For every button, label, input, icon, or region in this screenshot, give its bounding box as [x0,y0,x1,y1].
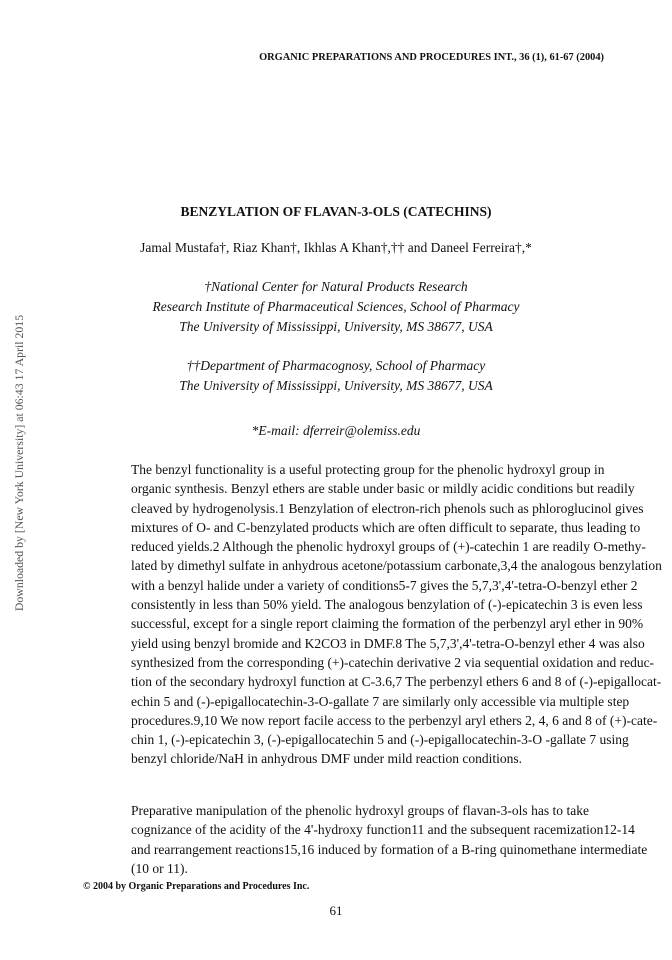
paragraph-1-line: organic synthesis. Benzyl ethers are stable under basic or mildly acidic conditions but readily [131,481,635,497]
paragraph-1-line: chin 1, (-)-epicatechin 3, (-)-epigallocatechin 5 and (-)-epigallocatechin-3-O -gallate 7 using [131,732,629,748]
paragraph-2-line: (10 or 11). [131,860,188,876]
paragraph-1-line: The benzyl functionality is a useful protecting group for the phenolic hydroxyl group in [131,462,605,477]
paragraph-1-line: echin 5 and (-)-epigallocatechin-3-O-gallate 7 are similarly only accessible via multiple step [131,693,630,709]
download-notice: Downloaded by [New York University] at 06:43 17 April 2015 [12,314,26,612]
paragraph-1-line: reduced yields.2 Although the phenolic hydroxyl groups of (+)-catechin 1 are readily O-methy- [131,539,646,555]
paragraph-1-line: lated by dimethyl sulfate in anhydrous acetone/potassium carbonate,3,4 the analogous benzylation [131,558,662,574]
paragraph-2-line: and rearrangement reactions15,16 induced by formation of a B-ring quinomethane intermediate [131,841,648,857]
paragraph-1-line: cleaved by hydrogenolysis.1 Benzylation of electron-rich phenols such as phloroglucinol gives [131,500,644,516]
copyright-footnote: © 2004 by Organic Preparations and Procedures Inc. [83,881,310,892]
affiliation-1 [0,277,672,337]
author-list: Jamal Mustafa†, Riaz Khan†, Ikhlas A Khan†,†† and Daneel Ferreira†,* [140,240,532,255]
corresponding-email: *E-mail: dferreir@olemiss.edu [251,423,421,438]
journal-header: ORGANIC PREPARATIONS AND PROCEDURES INT., 36 (1), 61-67 (2004) [259,52,604,63]
affiliation-2-line-1: ††Department of Pharmacognosy, School of Pharmacy [186,358,486,373]
affiliation-1-line-2: Research Institute of Pharmaceutical Sciences, School of Pharmacy [152,299,520,314]
affiliation-1-line-1: †National Center for Natural Products Research [204,279,468,294]
affiliation-1-line-3: The University of Mississippi, University, MS 38677, USA [179,319,493,334]
paragraph-2-line: cognizance of the acidity of the 4'-hydroxy function11 and the subsequent racemization12-14 [131,822,635,838]
page-number: 61 [329,903,343,918]
paragraph-1-line: successful, except for a single report claiming the formation of the perbenzyl aryl ether in 90% [131,616,644,632]
paragraph-1-line: benzyl chloride/NaH in anhydrous DMF under mild reaction conditions. [131,751,523,767]
affiliation-2-line-2: The University of Mississippi, University, MS 38677, USA [179,378,493,393]
paragraph-1-line: procedures.9,10 We now report facile access to the perbenzyl aryl ethers 2, 4, 6 and 8 of (+)-cate- [131,712,658,728]
body-paragraph-2 [83,801,648,878]
affiliation-2 [0,356,672,396]
paragraph-1-line: consistently in less than 50% yield. The analogous benzylation of (-)-epicatechin 3 is even less [131,597,643,613]
paragraph-1-line: mixtures of O- and C-benzylated products which are often difficult to separate, thus leading to [131,519,641,535]
paragraph-1-line: with a benzyl halide under a variety of conditions5-7 gives the 5,7,3',4'-tetra-O-benzyl ether 2 [131,577,638,593]
paragraph-1-line: yield using benzyl bromide and K2CO3 in DMF.8 The 5,7,3',4'-tetra-O-benzyl ether 4 was also [131,635,645,651]
article-title: BENZYLATION OF FLAVAN-3-OLS (CATECHINS) [180,204,492,219]
paragraph-2-line: Preparative manipulation of the phenolic hydroxyl groups of flavan-3-ols has to take [131,803,589,818]
paragraph-1-line: synthesized from the corresponding (+)-catechin derivative 2 via sequential oxidation and reduc- [131,654,655,670]
paragraph-1-line: tion of the secondary hydroxyl function at C-3.6,7 The perbenzyl ethers 6 and 8 of (-)-epigallocat- [131,674,662,690]
body-paragraph-1 [83,460,662,769]
